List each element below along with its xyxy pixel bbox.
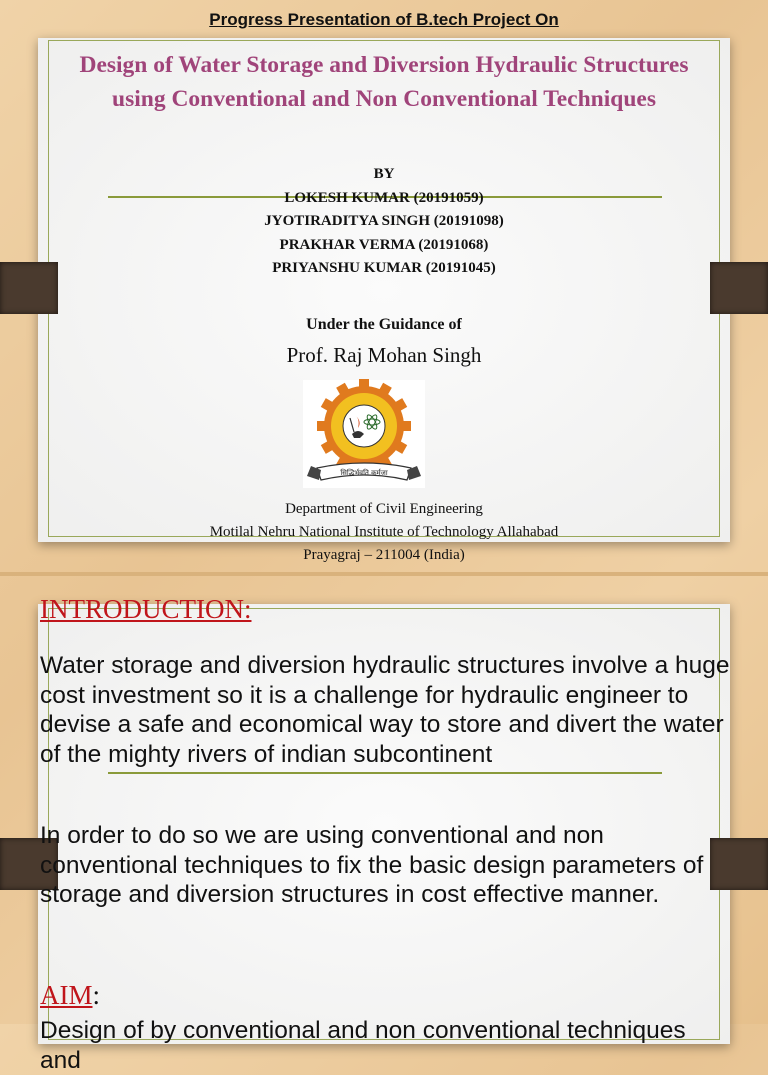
aim-heading-row (40, 980, 100, 1011)
authors-block (0, 163, 768, 281)
author-4: PRIYANSHU KUMAR (20191045) (272, 260, 496, 276)
aim-text: Design of by conventional and non conventional techniques and (40, 1017, 686, 1074)
guide-name: Prof. Raj Mohan Singh (286, 343, 482, 367)
author-2: JYOTIRADITYA SINGH (20191098) (264, 213, 504, 229)
location: Prayagraj – 211004 (India) (303, 547, 465, 563)
institute-logo-icon (303, 380, 425, 488)
department: Department of Civil Engineering (285, 501, 483, 517)
intro-paragraph-2: In order to do so we are using conventional and non conventional techniques to fix the basic design parameters of storage and diversion structures in cost effective manner. (40, 822, 704, 908)
author-3: PRAKHAR VERMA (20191068) (279, 236, 489, 253)
aim-colon: : (92, 980, 101, 1010)
aim-heading: AIM (40, 980, 93, 1010)
presentation-caption: Progress Presentation of B.tech Project On (209, 10, 559, 29)
section-rule (108, 772, 662, 774)
author-1: LOKESH KUMAR (20191059) (284, 189, 484, 206)
by-label: BY (373, 166, 395, 182)
institute-logo (303, 380, 425, 488)
logo-motto: सिद्धिर्भवति कर्मजा (340, 469, 388, 477)
affiliation-block (0, 498, 768, 567)
institute-name: Motilal Nehru National Institute of Technology Allahabad (209, 524, 559, 540)
intro-heading: INTRODUCTION: (40, 594, 252, 624)
intro-paragraph-1: Water storage and diversion hydraulic structures involve a huge cost investment so it is a challenge for hydraulic engineer to devise a safe and economical way to store and divert the water of the mighty rivers of indian subcontinent (40, 652, 730, 768)
slide-introduction (0, 576, 768, 1074)
guidance-label: Under the Guidance of (306, 316, 462, 333)
project-title: Design of Water Storage and Diversion Hydraulic Structures using Conventional and Non Conventional Techniques (79, 52, 689, 112)
